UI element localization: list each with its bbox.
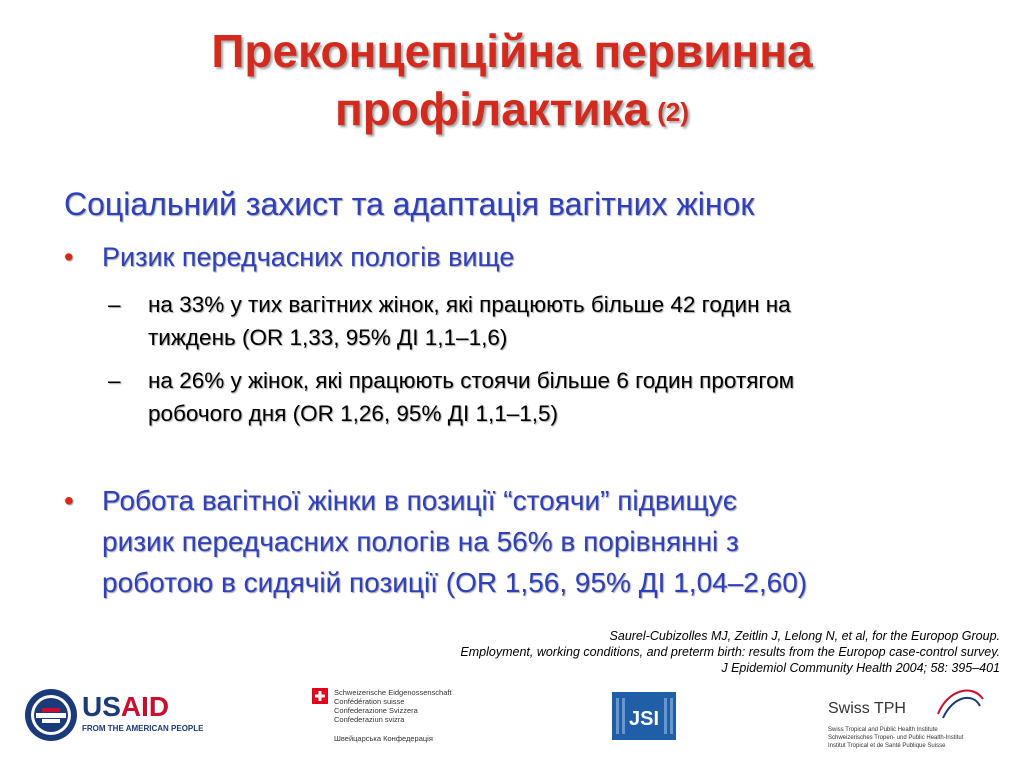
bullet-2-line-3: роботою в сидячій позиції (OR 1,56, 95% ДІ 1,04–2,60)	[102, 567, 808, 598]
sub-bullet-2-line-2: робочого дня (OR 1,26, 95% ДІ 1,1–1,5)	[148, 401, 559, 426]
dash-icon: –	[108, 292, 121, 317]
bullet-2-line-2: ризик передчасних пологів на 56% в порівнянні з	[102, 526, 739, 557]
sub-bullet-1-line-2: тиждень (OR 1,33, 95% ДІ 1,1–1,6)	[148, 325, 508, 350]
swiss-flag-icon	[312, 688, 328, 704]
swiss-names	[334, 688, 452, 724]
title-line-2	[0, 80, 1024, 141]
swiss-confederation-logo	[312, 688, 462, 744]
swiss-tph-wordmark: Swiss TPH	[828, 700, 906, 717]
bullet-text-2	[102, 480, 982, 603]
swiss-name-ua: Швейцарська Конфедерація	[334, 734, 433, 743]
swiss-name-de: Schweizerische Eidgenossenschaft	[334, 688, 452, 697]
usaid-tagline: FROM THE AMERICAN PEOPLE	[82, 724, 204, 733]
swiss-tph-names	[828, 726, 963, 750]
reference-line-2: Employment, working conditions, and preterm birth: results from the Europop case-control survey.	[460, 645, 1000, 659]
bullet-icon: •	[64, 485, 74, 516]
reference-line-1: Saurel-Cubizolles MJ, Zeitlin J, Lelong N, et al, for the Europop Group.	[609, 629, 1000, 643]
swiss-tph-name-fr: Institut Tropical et de Santé Publique Suisse	[828, 743, 946, 749]
usaid-logo	[24, 688, 204, 744]
usaid-wordmark-us: US	[82, 691, 121, 722]
bullet-2-line-1: Робота вагітної жінки в позиції “стоячи” підвищує	[102, 485, 738, 516]
swiss-name-fr: Confédération suisse	[334, 697, 405, 706]
dash-icon: –	[108, 368, 121, 393]
reference-line-3: J Epidemiol Community Health 2004; 58: 395–401	[721, 661, 1000, 675]
reference-citation	[320, 628, 1000, 676]
section-heading: Соціальний захист та адаптація вагітних жінок	[64, 186, 755, 222]
title-line-2-text: профілактика	[334, 83, 650, 135]
sub-bullet-1-line-1: на 33% у тих вагітних жінок, які працюють більше 42 годин на	[148, 292, 791, 317]
swiss-name-it: Confederazione Svizzera	[334, 706, 418, 715]
swiss-name-rm: Confederaziun svizra	[334, 715, 405, 724]
bullet-icon: •	[64, 242, 74, 272]
jsi-logo	[612, 692, 676, 740]
slide-title	[0, 22, 1024, 141]
sub-bullet-1-text	[148, 288, 988, 354]
usaid-wordmark	[82, 692, 169, 722]
sub-bullet-2-line-1: на 26% у жінок, які працюють стоячи більше 6 годин протягом	[148, 368, 795, 393]
swiss-tph-logo	[828, 684, 998, 754]
bullet-text-1: Ризик передчасних пологів вище	[102, 242, 515, 272]
swiss-tph-name-de: Schweizerisches Tropen- und Public Health-Institut	[828, 735, 964, 741]
usaid-wordmark-aid: AID	[120, 691, 170, 722]
jsi-wordmark: JSI	[628, 708, 660, 730]
swiss-tph-name-en: Swiss Tropical and Public Health Institute	[828, 727, 938, 733]
sub-bullet-2-text	[148, 364, 988, 430]
swiss-tph-arc-icon	[928, 684, 988, 724]
title-line-1: Преконцепційна первинна	[211, 25, 813, 77]
title-number: (2)	[657, 97, 690, 127]
usaid-seal-icon	[24, 688, 78, 742]
